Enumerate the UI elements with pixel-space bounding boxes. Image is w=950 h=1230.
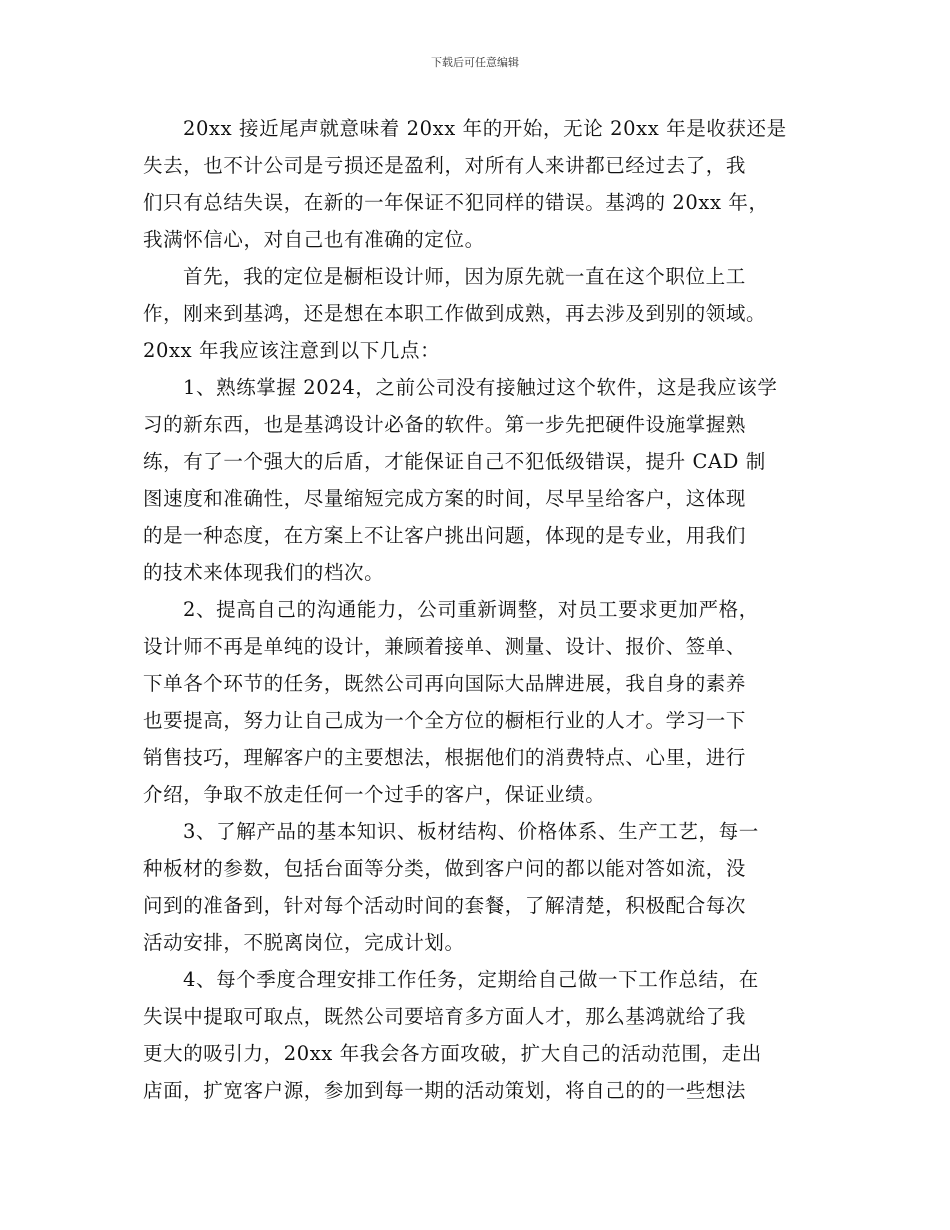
text-line: 种板材的参数，包括台面等分类，做到客户问的都以能对答如流，没 bbox=[143, 857, 747, 880]
text-line: 2、提高自己的沟通能力，公司重新调整，对员工要求更加严格， bbox=[183, 598, 759, 621]
text-line: 更大的吸引力，20xx 年我会各方面攻破，扩大自己的活动范围，走出 bbox=[143, 1042, 762, 1065]
text-line: 活动安排，不脱离岗位，完成计划。 bbox=[143, 931, 465, 954]
text-line: 练，有了一个强大的后盾，才能保证自己不犯低级错误，提升 CAD 制 bbox=[143, 450, 766, 473]
text-line: 问到的准备到，针对每个活动时间的套餐，了解清楚，积极配合每次 bbox=[143, 894, 747, 917]
text-line: 我满怀信心，对自己也有准确的定位。 bbox=[143, 228, 485, 251]
header-note: 下载后可任意编辑 bbox=[431, 56, 519, 69]
text-line: 3、了解产品的基本知识、板材结构、价格体系、生产工艺，每一 bbox=[183, 820, 759, 843]
text-line: 首先，我的定位是橱柜设计师，因为原先就一直在这个职位上工 bbox=[183, 265, 746, 288]
text-line: 的技术来体现我们的档次。 bbox=[143, 561, 385, 584]
text-line: 们只有总结失误，在新的一年保证不犯同样的错误。基鸿的 20xx 年， bbox=[143, 191, 769, 214]
text-line: 作，刚来到基鸿，还是想在本职工作做到成熟，再去涉及到别的领域。 bbox=[143, 302, 767, 325]
text-line: 介绍，争取不放走任何一个过手的客户，保证业绩。 bbox=[143, 783, 606, 806]
text-line: 失去，也不计公司是亏损还是盈利，对所有人来讲都已经过去了，我 bbox=[143, 154, 747, 177]
text-line: 店面，扩宽客户源，参加到每一期的活动策划，将自己的的一些想法 bbox=[143, 1079, 747, 1102]
text-line: 的是一种态度，在方案上不让客户挑出问题，体现的是专业，用我们 bbox=[143, 524, 747, 547]
text-line: 图速度和准确性，尽量缩短完成方案的时间，尽早呈给客户，这体现 bbox=[143, 487, 747, 510]
text-line: 销售技巧，理解客户的主要想法，根据他们的消费特点、心里，进行 bbox=[143, 746, 747, 769]
text-line: 也要提高，努力让自己成为一个全方位的橱柜行业的人才。学习一下 bbox=[143, 709, 747, 732]
text-line: 习的新东西，也是基鸿设计必备的软件。第一步先把硬件设施掌握熟 bbox=[143, 413, 747, 436]
text-line: 设计师不再是单纯的设计，兼顾着接单、测量、设计、报价、签单、 bbox=[143, 635, 747, 658]
text-line: 20xx 接近尾声就意味着 20xx 年的开始，无论 20xx 年是收获还是 bbox=[183, 117, 787, 140]
text-line: 失误中提取可取点，既然公司要培育多方面人才，那么基鸿就给了我 bbox=[143, 1005, 747, 1028]
text-line: 20xx 年我应该注意到以下几点： bbox=[143, 339, 441, 362]
text-line: 1、熟练掌握 2024，之前公司没有接触过这个软件，这是我应该学 bbox=[183, 376, 778, 399]
document-body bbox=[143, 110, 813, 1109]
text-line: 下单各个环节的任务，既然公司再向国际大品牌进展，我自身的素养 bbox=[143, 672, 747, 695]
text-line: 4、每个季度合理安排工作任务，定期给自己做一下工作总结，在 bbox=[183, 968, 759, 991]
